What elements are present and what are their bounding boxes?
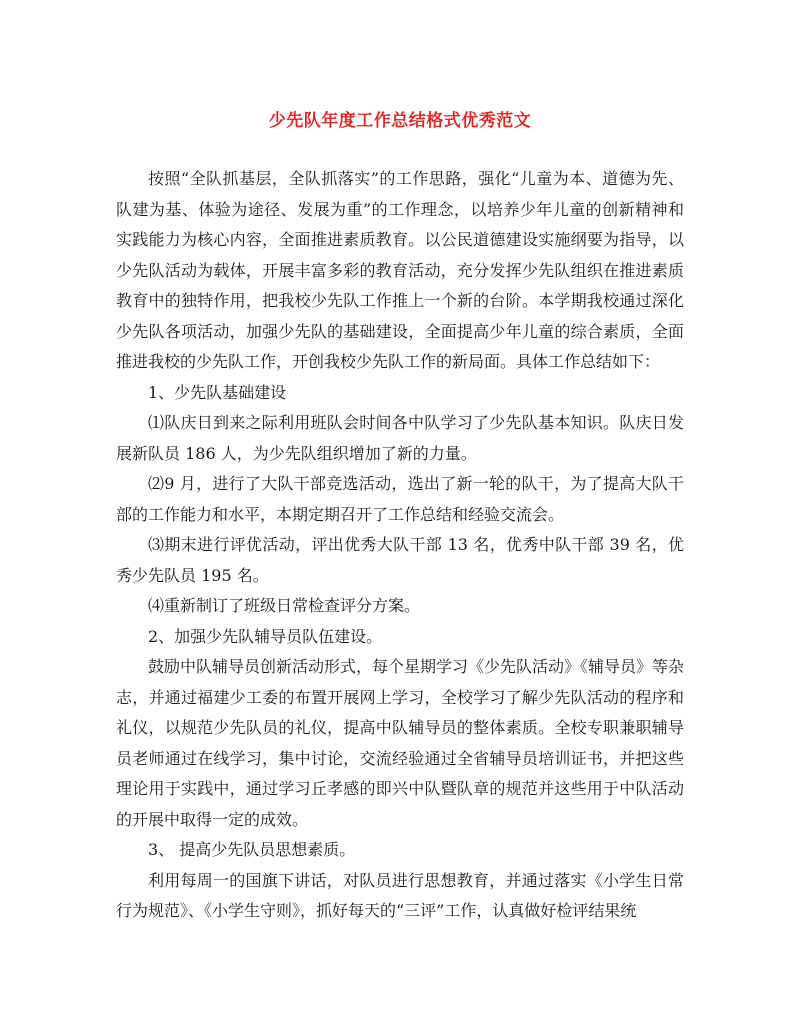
- paragraph: 鼓励中队辅导员创新活动形式，每个星期学习《少先队活动》《辅导员》等杂志，并通过福建少工委的布置开展网上学习，全校学习了解少先队活动的程序和礼仪，以规范少先队员的礼仪，提高中队辅导员的整体素质。全校专职兼职辅导员老师通过在线学习，集中讨论，交流经验通过全省辅导员培训证书，并把这些理论用于实践中，通过学习丘孝感的即兴中队暨队章的规范并这些用于中队活动的开展中取得一定的成效。: [116, 657, 685, 829]
- list-item: ⑶期末进行评优活动，评出优秀大队干部 13 名，优秀中队干部 39 名，优秀少先队员 195 名。: [116, 535, 684, 585]
- document-title: 少先队年度工作总结格式优秀范文: [268, 111, 532, 131]
- paragraph: 利用每周一的国旗下讲话，对队员进行思想教育，并通过落实《小学生日常行为规范》、《小学生守则》，抓好每天的“三评”工作，认真做好检评结果统: [116, 870, 684, 920]
- list-item: ⑴队庆日到来之际利用班队会时间各中队学习了少先队基本知识。队庆日发展新队员 186 人，为少先队组织增加了新的力量。: [116, 413, 684, 463]
- section-heading-2: 2、加强少先队辅导员队伍建设。: [148, 626, 383, 646]
- paragraph-intro: 按照“全队抓基层，全队抓落实”的工作思路，强化“儿童为本、道德为先、队建为基、体验为途径、发展为重”的工作理念，以培养少年儿童的创新精神和实践能力为核心内容，全面推进素质教育。以公民道德建设实施纲要为指导，以少先队活动为载体，开展丰富多彩的教育活动，充分发挥少先队组织在推进素质教育中的独特作用，把我校少先队工作推上一个新的台阶。本学期我校通过深化少先队各项活动，加强少先队的基础建设，全面提高少年儿童的综合素质，全面推进我校的少先队工作，开创我校少先队工作的新局面。具体工作总结如下：: [116, 169, 684, 371]
- section-heading-1: 1、少先队基础建设: [148, 382, 287, 402]
- document-body: [116, 164, 684, 927]
- list-item: ⑷重新制订了班级日常检查评分方案。: [148, 596, 421, 615]
- section-heading-3: 3、 提高少先队员思想素质。: [148, 840, 356, 859]
- list-item: ⑵9 月，进行了大队干部竞选活动，选出了新一轮的队干，为了提高大队干部的工作能力和水平，本期定期召开了工作总结和经验交流会。: [116, 474, 684, 524]
